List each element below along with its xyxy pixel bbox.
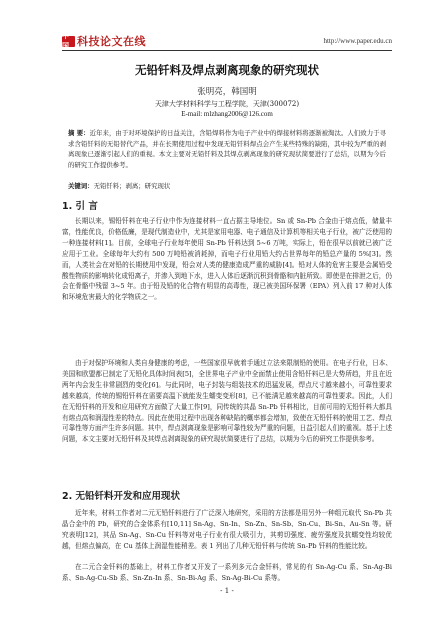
logo-text: 科技论文在线: [77, 35, 146, 48]
abstract-label: 摘 要：: [68, 129, 90, 137]
section-heading-solder-development: 2. 无铅钎料开发和应用现状: [62, 491, 181, 502]
solder-paragraph-2: 在二元合金钎料的基础上，材料工作者又开发了一系列多元合金钎料，常见的有 Sn-Ag-Cu 系、Sn-Ag-Bi 系、Sn-Ag-Cu-Sb 系、Sn-Zn-In 系、Sn-Bi-Ag 系、Sn-Ag-Bi-Cu 系等。: [62, 563, 392, 582]
abstract: [68, 128, 386, 170]
header-divider: [62, 50, 392, 51]
intro-paragraph-2: 由于对保护环境和人类自身健康的考虑，一些国家很早就着手通过立法来限制铅的使用。在电子行业，日本、美国和欧盟都已制定了无铅化具体时间表[5]，全世界电子产业中全面禁止使用含铅钎料已是大势所趋，并且在近两年内会发生非常剧烈的变化[6]。与此同时，电子封装与组装技术的迅猛发展，焊点尺寸越来越小，可靠性要求越来越高，传统的锡铅钎料在需要高温下就能发生蠕变变形[8]，已不能满足越来越高的可靠性要求。因此，人们在无铅钎料的开发和应用研究方面做了大量工作[9]，同传统的共晶 Sn-Pb 钎料相比，目前可用的无铅钎料大都具有熔点高和润湿性差的特点。因此在使用过程中出现各种缺陷的概率都会增加，致使在无铅钎料的使用工艺、焊点可靠性等方面产生许多问题。其中，焊点剥离现象是影响可靠性较为严重的问题，日益引起人们的重视。基于上述问题，本文主要对无铅钎料及其焊点剥离现象的研究现状简要进行了总结，以期为今后的研究工作提供参考。: [62, 359, 392, 444]
page-header: [62, 34, 392, 48]
paper-title: 无铅钎料及焊点剥离现象的研究现状: [135, 63, 319, 77]
author-email[interactable]: E-mail: mlzhang2006@126.com: [181, 110, 273, 118]
page-number: - 1 -: [220, 587, 234, 595]
keywords-text: 无铅钎料；剥离；研究现状: [93, 182, 171, 190]
site-url-link[interactable]: http://www.paper.edu.cn: [323, 37, 392, 45]
paper-authors: 张明亮，韩国明: [197, 87, 257, 97]
intro-paragraph-1: 长期以来，锡铅钎料在电子行业中作为连接材料一直占据主导地位。Sn 或 Sn-Pb 合金由于熔点低，储量丰富，性能优良，价格低廉，是现代制造业中，尤其是家用电器、电子通信及计算机等相关电子行业，被广泛使用的一种连接材料[1]。目前，全球电子行业每年使用 Sn-Pb 钎料达到 5~6 万吨，实际上，铅在很早以前就已被广泛应用于工业。全球每年大约有 500 万吨铅被消耗掉，而电子行业用铅大约占世界每年的铅总产量的 5%[3]。然而，人类社会在对铅的长期使用中发现，铅会对人类的健康造成严重的威胁[4]。铅对人体的危害主要是会属铅受酸性物质的影响转化成铅离子，并渗入到地下水，进入人体后逐渐沉积到骨骼和内脏所致。即使是在排泄之后，仍会在骨骼中残留 3~5 年。由于铅及铅的化合物有明显的高毒性，现已被美国环保署（EPA）列入前 17 种对人体和环境危害最大的化学物质之一。: [62, 217, 392, 302]
abstract-text: 近年来，由于对环境保护的日益关注，含铅焊料作为电子产业中的焊接材料将逐渐被淘汰。人们致力于寻求含铅钎料的无铅替代产品，并在长期使用过程中发现无铅钎料焊点会产生某些特殊的缺陷，其中较为严重的剥离现象已逐渐引起人们的重视。本文主要对无铅钎料及其焊点剥离现象的研究现状简要进行了总结，以期为今后的研究工作提供参考。: [68, 129, 387, 169]
keywords: [68, 181, 386, 191]
logo-mark: 中国: [62, 36, 75, 47]
solder-paragraph-1: 近年来，材料工作者对二元无铅钎料进行了广泛深入地研究，采用的方法都是用另外一种组元取代 Sn-Pb 共晶合金中的 Pb，研究的合金体系有[10,11] Sn-Ag、Sn-In、Sn-Zn、Sn-Sb、Sn-Cu、Bi-Sn、Au-Sn 等。研究表明[12]，其品 Sn-Ag、Sn-Cu 钎料等对电子行业有很大吸引力，其剪切强度、疲劳强度及抗蠕变性均较优越，但熔点偏高，在 Cu 基体上润湿性能稍差。表 1 列出了几种无铅钎料与传统 Sn-Pb 钎料的性能比较。: [62, 509, 392, 550]
paper-affiliation: 天津大学材料科学与工程学院，天津(300072): [154, 100, 300, 108]
keywords-label: 关键词：: [68, 182, 94, 190]
site-logo[interactable]: [62, 34, 146, 48]
section-heading-introduction: 1. 引 言: [62, 201, 98, 212]
